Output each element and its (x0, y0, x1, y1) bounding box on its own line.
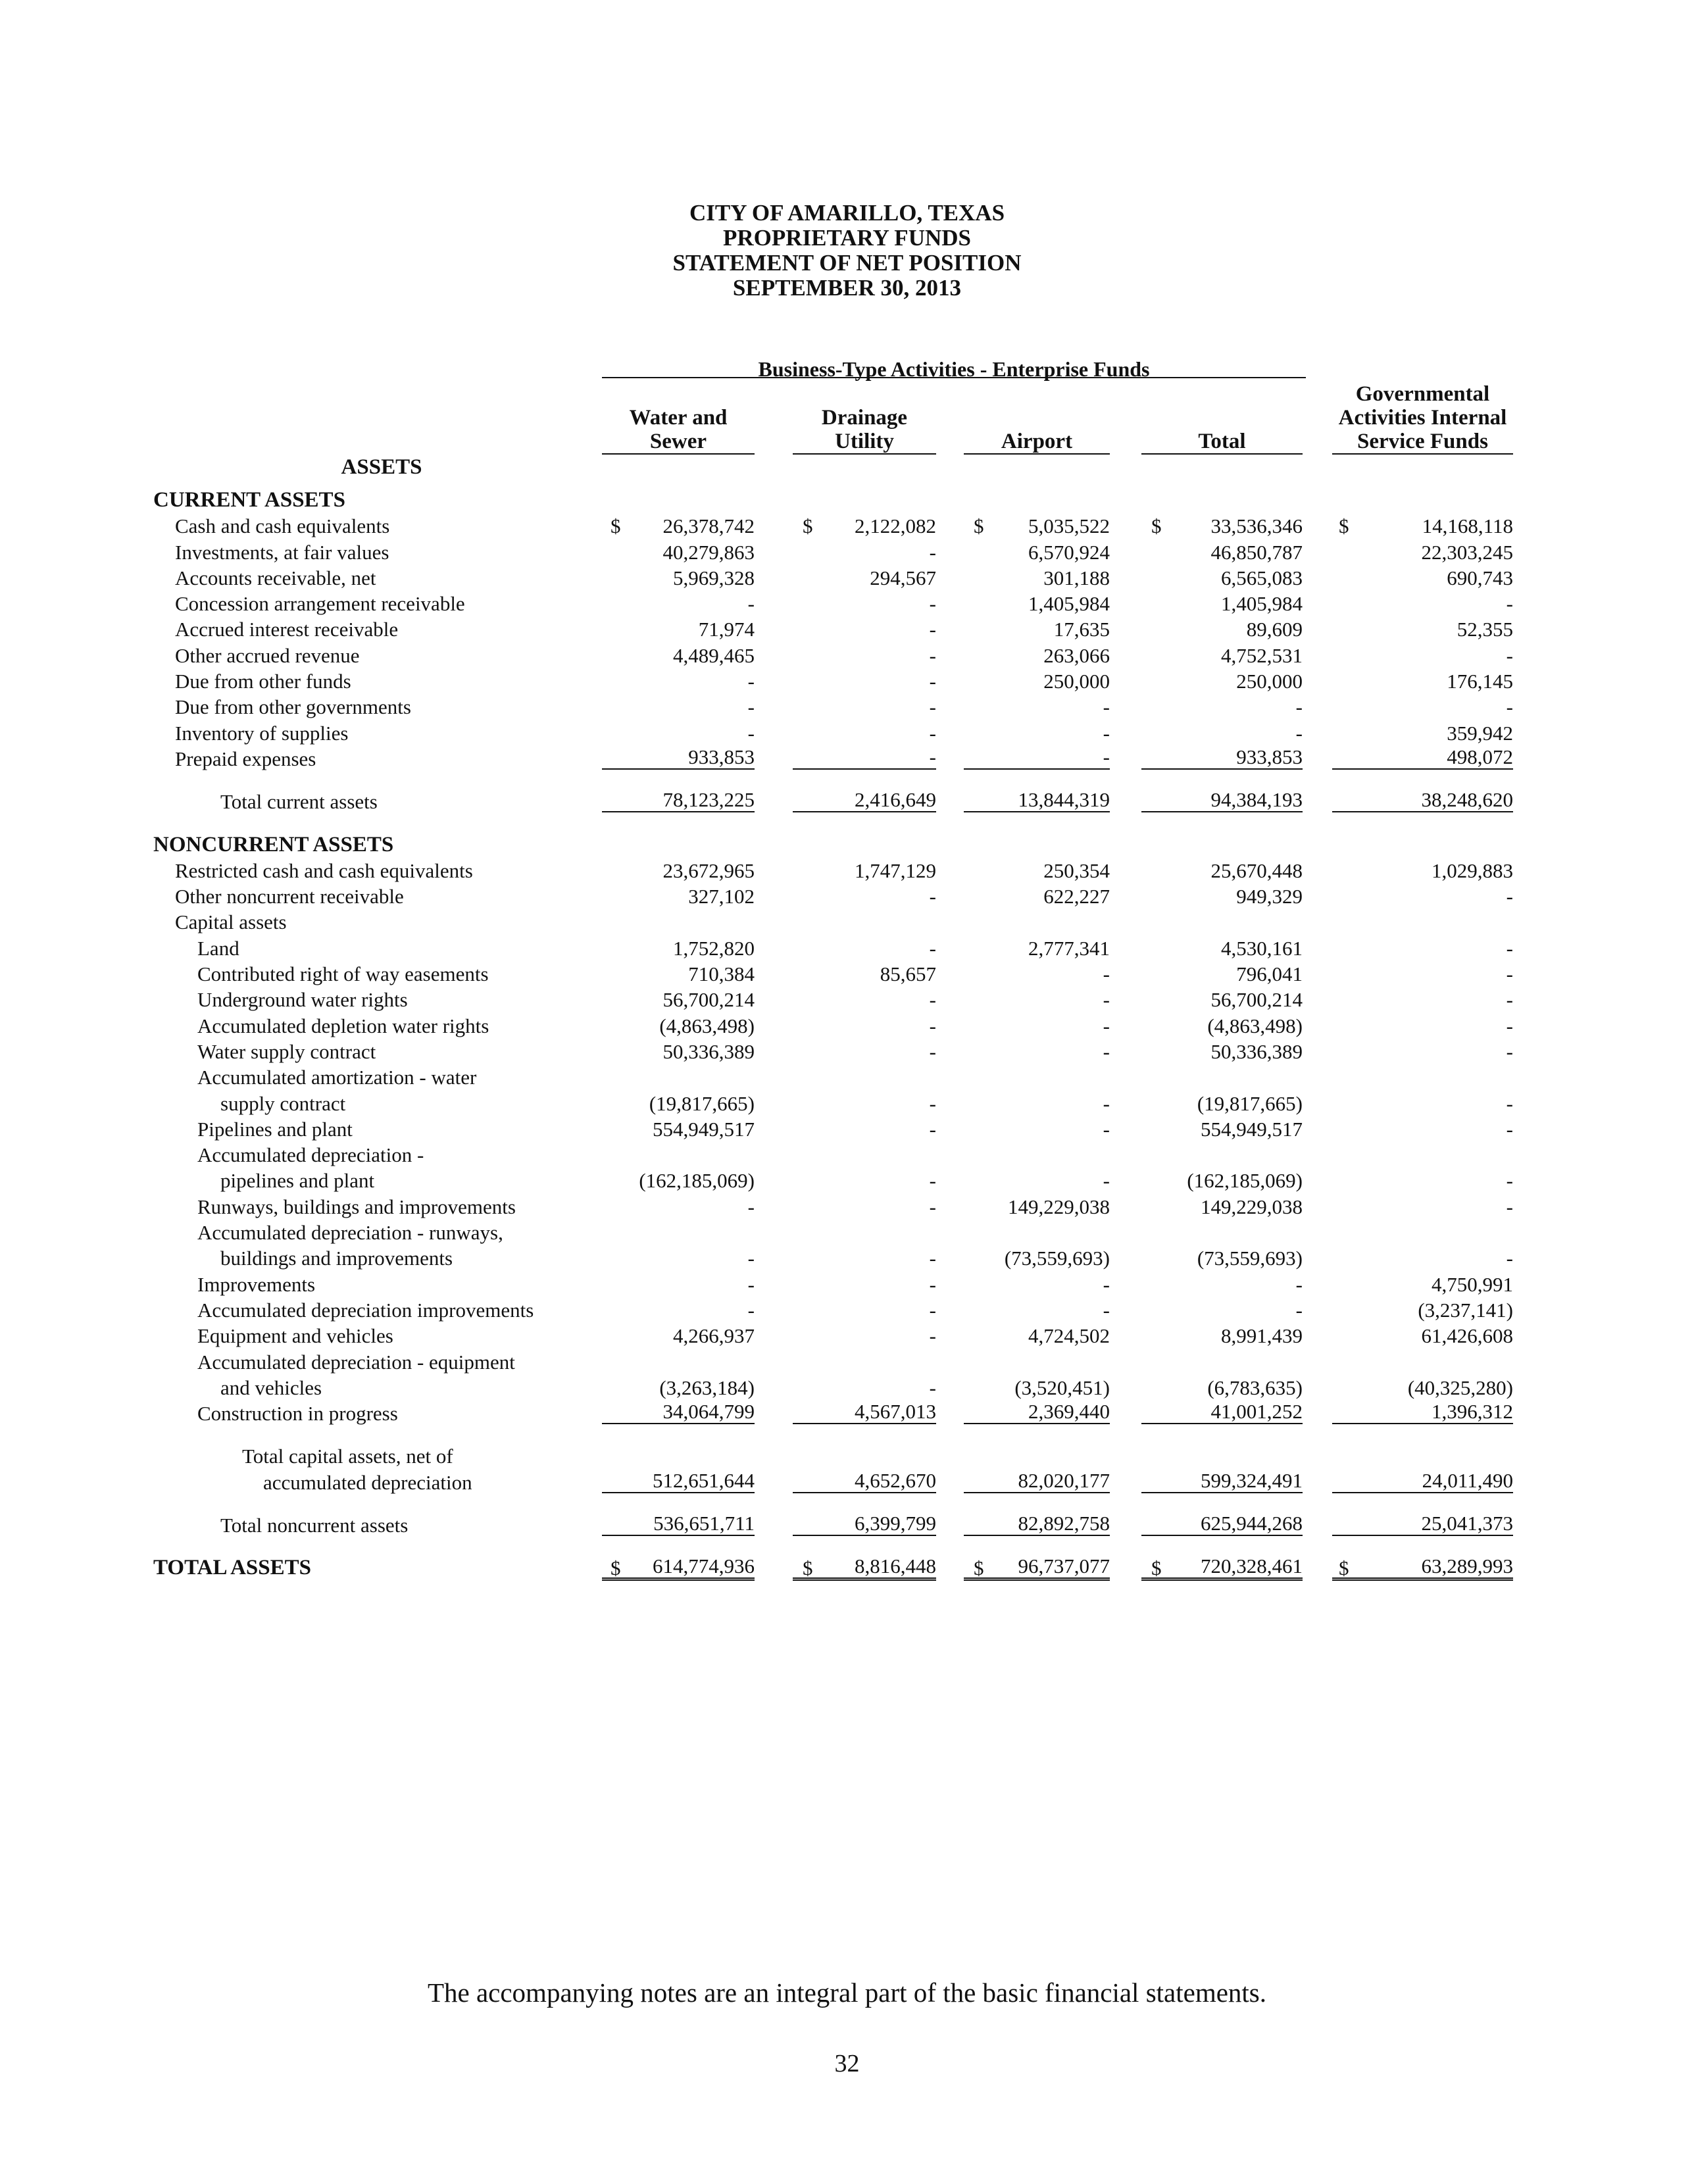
amount-cell: - (929, 721, 936, 745)
row-label: and vehicles (220, 1376, 322, 1399)
statement-row (0, 643, 1694, 668)
statement-row (0, 1555, 1694, 1581)
amount-cell: 263,066 (1043, 643, 1110, 667)
column-header-total (1141, 430, 1303, 455)
row-label: Restricted cash and cash equivalents (175, 858, 473, 882)
amount-cell: (162,185,069) (639, 1169, 755, 1193)
amount-cell: 2,122,082 (855, 514, 936, 538)
amount-cell: 22,303,245 (1421, 540, 1513, 564)
amount-cell: 2,777,341 (1028, 936, 1110, 960)
statement-row (0, 935, 1694, 961)
amount-cell: 625,944,268 (1141, 1512, 1303, 1536)
statement-row (0, 616, 1694, 642)
amount-cell: (73,559,693) (1004, 1247, 1110, 1270)
statement-row (0, 1401, 1694, 1426)
row-label: Due from other funds (175, 670, 351, 693)
amount-cell: - (1506, 643, 1513, 667)
row-label: Total current assets (220, 790, 378, 814)
amount-cell: - (929, 885, 936, 908)
amount-cell: - (929, 1014, 936, 1037)
amount-cell: 5,969,328 (673, 566, 755, 589)
amount-cell: (3,237,141) (1418, 1298, 1513, 1322)
row-label: Investments, at fair values (175, 540, 389, 564)
amount-cell: 8,816,448 (793, 1555, 936, 1581)
currency-sign: $ (803, 514, 813, 538)
amount-cell: 4,489,465 (673, 643, 755, 667)
currency-sign: $ (1151, 1556, 1162, 1580)
amount-cell: 1,405,984 (1221, 592, 1303, 616)
column-header-airport (964, 430, 1110, 455)
amount-cell: - (1506, 1247, 1513, 1270)
row-label: Land (197, 936, 239, 960)
statement-row (0, 1194, 1694, 1220)
statement-row (0, 1245, 1694, 1271)
statement-row (0, 565, 1694, 591)
amount-cell: 8,991,439 (1221, 1324, 1303, 1348)
row-label: Inventory of supplies (175, 721, 349, 745)
amount-cell: - (964, 746, 1110, 770)
amount-cell: 1,747,129 (855, 858, 936, 882)
amount-cell: - (1103, 695, 1110, 719)
amount-cell: - (1506, 962, 1513, 986)
amount-cell: 85,657 (880, 962, 936, 986)
amount-cell: 250,000 (1236, 670, 1303, 693)
amount-cell: 710,384 (688, 962, 755, 986)
statement-row (0, 1375, 1694, 1401)
amount-cell: 498,072 (1332, 746, 1513, 770)
amount-cell: 14,168,118 (1422, 514, 1513, 538)
statement-row (0, 1039, 1694, 1064)
amount-cell: 1,405,984 (1028, 592, 1110, 616)
amount-cell: 34,064,799 (602, 1401, 755, 1424)
amount-cell: 50,336,389 (1210, 1039, 1303, 1063)
amount-cell: 17,635 (1053, 618, 1110, 641)
amount-cell: 1,396,312 (1332, 1401, 1513, 1424)
amount-cell: - (1506, 1195, 1513, 1218)
amount-cell: 25,670,448 (1210, 858, 1303, 882)
statement-row (0, 1142, 1694, 1168)
amount-cell: - (1103, 962, 1110, 986)
amount-cell: 6,399,799 (793, 1512, 936, 1536)
amount-cell: 294,567 (870, 566, 936, 589)
amount-cell: - (1506, 1091, 1513, 1115)
amount-cell: 38,248,620 (1332, 789, 1513, 812)
statement-row (0, 694, 1694, 720)
statement-row (0, 1297, 1694, 1323)
row-label: Pipelines and plant (197, 1117, 353, 1141)
column-header-governmental (1332, 382, 1513, 455)
amount-cell: (4,863,498) (1207, 1014, 1303, 1037)
row-label: Equipment and vehicles (197, 1324, 393, 1348)
amount-cell: - (929, 1169, 936, 1193)
amount-cell: 23,672,965 (662, 858, 755, 882)
amount-cell: 4,530,161 (1221, 936, 1303, 960)
amount-cell: (19,817,665) (649, 1091, 755, 1115)
amount-cell: - (747, 721, 755, 745)
amount-cell: - (1506, 988, 1513, 1012)
amount-cell: - (747, 592, 755, 616)
amount-cell: - (1103, 1117, 1110, 1141)
amount-cell: 78,123,225 (602, 789, 755, 812)
amount-cell: - (1103, 721, 1110, 745)
amount-cell: - (1103, 988, 1110, 1012)
amount-cell: 56,700,214 (1210, 988, 1303, 1012)
currency-sign: $ (1339, 1556, 1349, 1580)
amount-cell: 24,011,490 (1332, 1470, 1513, 1493)
statement-row (0, 1116, 1694, 1142)
amount-cell: - (1506, 1014, 1513, 1037)
amount-cell: 26,378,742 (662, 514, 755, 538)
amount-cell: 41,001,252 (1141, 1401, 1303, 1424)
amount-cell: - (1295, 695, 1303, 719)
row-label: Accounts receivable, net (175, 566, 376, 589)
amount-cell: 63,289,993 (1332, 1555, 1513, 1581)
amount-cell: 1,029,883 (1432, 858, 1513, 882)
statement-row (0, 1013, 1694, 1039)
amount-cell: 796,041 (1236, 962, 1303, 986)
amount-cell: (19,817,665) (1197, 1091, 1303, 1115)
amount-cell: - (747, 695, 755, 719)
amount-cell: - (929, 592, 936, 616)
statement-row (0, 832, 1694, 858)
statement-row (0, 858, 1694, 883)
amount-cell: - (1506, 1117, 1513, 1141)
statement-row (0, 1443, 1694, 1469)
statement-row (0, 1272, 1694, 1297)
statement-row (0, 909, 1694, 935)
row-spacer (0, 1538, 1694, 1555)
amount-cell: - (929, 936, 936, 960)
amount-cell: 13,844,319 (964, 789, 1110, 812)
column-header-drainage (793, 406, 936, 455)
amount-cell: 5,035,522 (1028, 514, 1110, 538)
column-header-line: Total (1141, 430, 1303, 455)
row-label: Improvements (197, 1272, 316, 1296)
amount-cell: - (929, 1117, 936, 1141)
amount-cell: - (747, 1247, 755, 1270)
statement-title (0, 201, 1694, 301)
column-header-line: Governmental (1355, 382, 1490, 406)
amount-cell: - (929, 1272, 936, 1296)
row-label: Due from other governments (175, 695, 411, 719)
assets-section-label: ASSETS (341, 455, 422, 479)
amount-cell: - (929, 1376, 936, 1399)
amount-cell: 614,774,936 (602, 1555, 755, 1581)
row-label: Total capital assets, net of (242, 1445, 453, 1468)
statement-row (0, 1168, 1694, 1193)
statement-table (0, 487, 1694, 1581)
amount-cell: 149,229,038 (1201, 1195, 1303, 1218)
row-label: Accumulated amortization - water (197, 1066, 477, 1089)
row-label: Contributed right of way easements (197, 962, 489, 986)
statement-row (0, 1349, 1694, 1375)
amount-cell: (40,325,280) (1407, 1376, 1513, 1399)
statement-row (0, 1064, 1694, 1090)
amount-cell: 250,354 (1043, 858, 1110, 882)
row-spacer (0, 1495, 1694, 1512)
amount-cell: - (1103, 1272, 1110, 1296)
amount-cell: 4,652,670 (793, 1470, 936, 1493)
amount-cell: 2,369,440 (964, 1401, 1110, 1424)
statement-row (0, 1091, 1694, 1116)
row-spacer (0, 815, 1694, 832)
amount-cell: (3,520,451) (1014, 1376, 1110, 1399)
statement-row (0, 668, 1694, 694)
amount-cell: (4,863,498) (659, 1014, 755, 1037)
row-spacer (0, 772, 1694, 789)
row-label: Other noncurrent receivable (175, 885, 404, 908)
amount-cell: - (929, 643, 936, 667)
amount-cell: 599,324,491 (1141, 1470, 1303, 1493)
amount-cell: - (929, 1091, 936, 1115)
amount-cell: 4,567,013 (793, 1401, 936, 1424)
amount-cell: - (1506, 695, 1513, 719)
page-number: 32 (834, 2050, 860, 2077)
amount-cell: 52,355 (1457, 618, 1513, 641)
amount-cell: - (1103, 1039, 1110, 1063)
amount-cell: 359,942 (1447, 721, 1513, 745)
amount-cell: 82,892,758 (964, 1512, 1110, 1536)
row-label: Water supply contract (197, 1039, 376, 1063)
statement-row (0, 487, 1694, 513)
title-line: CITY OF AMARILLO, TEXAS (689, 200, 1005, 226)
column-header-line: Drainage (821, 406, 908, 430)
row-label: Accumulated depreciation - runways, (197, 1221, 503, 1245)
currency-sign: $ (1151, 514, 1162, 538)
row-label: supply contract (220, 1091, 346, 1115)
amount-cell: (6,783,635) (1207, 1376, 1303, 1399)
amount-cell: - (929, 1324, 936, 1348)
amount-cell: - (1295, 721, 1303, 745)
column-header-line: Utility (793, 430, 936, 455)
statement-row (0, 539, 1694, 565)
amount-cell: 4,266,937 (673, 1324, 755, 1348)
row-label: Total noncurrent assets (220, 1513, 409, 1537)
row-label: Concession arrangement receivable (175, 592, 465, 616)
row-label: Accumulated depreciation improvements (197, 1298, 534, 1322)
row-label: Capital assets (175, 910, 287, 934)
amount-cell: 25,041,373 (1332, 1512, 1513, 1536)
row-label: Accrued interest receivable (175, 618, 399, 641)
currency-sign: $ (974, 514, 984, 538)
amount-cell: 46,850,787 (1210, 540, 1303, 564)
row-label: Accumulated depletion water rights (197, 1014, 489, 1037)
amount-cell: 301,188 (1043, 566, 1110, 589)
footer-note: The accompanying notes are an integral part of the basic financial statements. (427, 1977, 1267, 2008)
column-header-water-sewer (602, 406, 755, 455)
amount-cell: - (929, 1039, 936, 1063)
amount-cell: 94,384,193 (1141, 789, 1303, 812)
column-header-line: Service Funds (1332, 430, 1513, 455)
title-line: STATEMENT OF NET POSITION (672, 250, 1022, 276)
amount-cell: - (929, 1298, 936, 1322)
currency-sign: $ (610, 1556, 621, 1580)
amount-cell: 176,145 (1447, 670, 1513, 693)
row-label: accumulated depreciation (263, 1470, 472, 1494)
amount-cell: 4,752,531 (1221, 643, 1303, 667)
row-label: Accumulated depreciation - (197, 1143, 424, 1167)
amount-cell: 4,724,502 (1028, 1324, 1110, 1348)
amount-cell: 33,536,346 (1210, 514, 1303, 538)
statement-row (0, 1220, 1694, 1245)
amount-cell: (73,559,693) (1197, 1247, 1303, 1270)
amount-cell: - (747, 1272, 755, 1296)
amount-cell: - (747, 1298, 755, 1322)
statement-row (0, 987, 1694, 1012)
row-label: CURRENT ASSETS (153, 488, 345, 512)
amount-cell: - (929, 695, 936, 719)
column-header-line: Sewer (602, 430, 755, 455)
amount-cell: - (1103, 1298, 1110, 1322)
amount-cell: 720,328,461 (1141, 1555, 1303, 1581)
amount-cell: 89,609 (1246, 618, 1303, 641)
amount-cell: - (1506, 936, 1513, 960)
amount-cell: - (1506, 1039, 1513, 1063)
currency-sign: $ (610, 514, 621, 538)
amount-cell: - (929, 1195, 936, 1218)
amount-cell: - (1103, 1091, 1110, 1115)
amount-cell: - (929, 540, 936, 564)
amount-cell: 6,570,924 (1028, 540, 1110, 564)
column-header-line: Activities Internal (1338, 406, 1507, 430)
row-label: Runways, buildings and improvements (197, 1195, 516, 1218)
amount-cell: - (1506, 1169, 1513, 1193)
amount-cell: 949,329 (1236, 885, 1303, 908)
column-header-line: Water and (629, 406, 728, 430)
statement-row (0, 513, 1694, 539)
amount-cell: - (793, 746, 936, 770)
amount-cell: (162,185,069) (1187, 1169, 1303, 1193)
amount-cell: 56,700,214 (662, 988, 755, 1012)
row-label: buildings and improvements (220, 1247, 453, 1270)
amount-cell: 690,743 (1447, 566, 1513, 589)
amount-cell: 71,974 (698, 618, 755, 641)
row-spacer (0, 1426, 1694, 1443)
amount-cell: 933,853 (1141, 746, 1303, 770)
title-line: PROPRIETARY FUNDS (723, 225, 971, 251)
row-label: Other accrued revenue (175, 643, 360, 667)
amount-cell: 933,853 (602, 746, 755, 770)
statement-row (0, 720, 1694, 746)
amount-cell: 327,102 (688, 885, 755, 908)
row-label: pipelines and plant (220, 1169, 375, 1193)
amount-cell: - (1295, 1272, 1303, 1296)
amount-cell: - (929, 988, 936, 1012)
amount-cell: 82,020,177 (964, 1470, 1110, 1493)
row-label: Cash and cash equivalents (175, 514, 390, 538)
amount-cell: - (929, 1247, 936, 1270)
amount-cell: - (929, 670, 936, 693)
currency-sign: $ (974, 1556, 984, 1580)
row-label: NONCURRENT ASSETS (153, 832, 394, 856)
amount-cell: 149,229,038 (1008, 1195, 1110, 1218)
amount-cell: 536,651,711 (602, 1512, 755, 1536)
statement-row (0, 1512, 1694, 1538)
statement-row (0, 746, 1694, 772)
amount-cell: - (1506, 592, 1513, 616)
amount-cell: 40,279,863 (662, 540, 755, 564)
amount-cell: - (747, 1195, 755, 1218)
amount-cell: 1,752,820 (673, 936, 755, 960)
statement-row (0, 883, 1694, 909)
row-label: Prepaid expenses (175, 747, 316, 770)
statement-row (0, 1470, 1694, 1495)
amount-cell: - (747, 670, 755, 693)
row-label: Underground water rights (197, 988, 408, 1012)
currency-sign: $ (1339, 514, 1349, 538)
amount-cell: 554,949,517 (1201, 1117, 1303, 1141)
amount-cell: 512,651,644 (602, 1470, 755, 1493)
amount-cell: - (1103, 1169, 1110, 1193)
amount-cell: 250,000 (1043, 670, 1110, 693)
amount-cell: - (1103, 1014, 1110, 1037)
amount-cell: 4,750,991 (1432, 1272, 1513, 1296)
amount-cell: 61,426,608 (1421, 1324, 1513, 1348)
amount-cell: - (1506, 885, 1513, 908)
amount-cell: 622,227 (1043, 885, 1110, 908)
row-label: Accumulated depreciation - equipment (197, 1350, 515, 1374)
statement-row (0, 1323, 1694, 1349)
amount-cell: - (1295, 1298, 1303, 1322)
amount-cell: 50,336,389 (662, 1039, 755, 1063)
enterprise-funds-group-header: Business-Type Activities - Enterprise Funds (758, 357, 1150, 381)
amount-cell: 6,565,083 (1221, 566, 1303, 589)
currency-sign: $ (803, 1556, 813, 1580)
statement-row (0, 789, 1694, 814)
amount-cell: (3,263,184) (659, 1376, 755, 1399)
statement-row (0, 591, 1694, 616)
group-header-rule (602, 377, 1306, 378)
column-header-line: Airport (964, 430, 1110, 455)
amount-cell: 554,949,517 (653, 1117, 755, 1141)
title-line: SEPTEMBER 30, 2013 (732, 275, 962, 301)
row-label: Construction in progress (197, 1402, 398, 1426)
statement-row (0, 961, 1694, 987)
amount-cell: - (929, 618, 936, 641)
amount-cell: 96,737,077 (964, 1555, 1110, 1581)
amount-cell: 2,416,649 (793, 789, 936, 812)
row-label: TOTAL ASSETS (153, 1556, 312, 1580)
